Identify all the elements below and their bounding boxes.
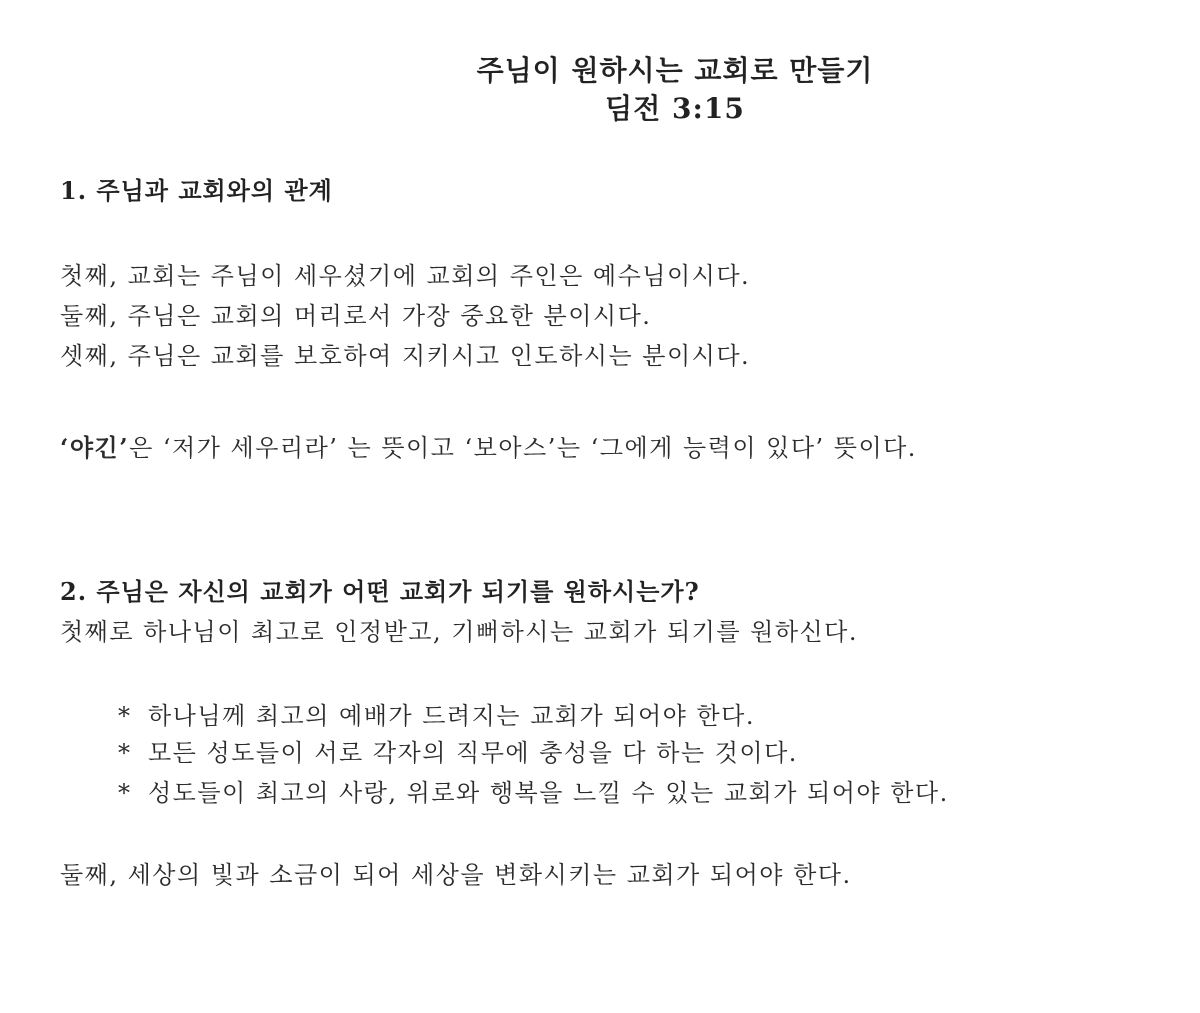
section-2-heading: 2. 주님은 자신의 교회가 어떤 교회가 되기를 원하시는가?: [60, 577, 700, 606]
section-1-heading: 1. 주님과 교회와의 관계: [60, 176, 333, 205]
section-1-line-3: 셋째, 주님은 교회를 보호하여 지키시고 인도하시는 분이시다.: [60, 342, 751, 370]
section-1-line-2: 둘째, 주님은 교회의 머리로서 가장 중요한 분이시다.: [60, 302, 652, 330]
bullet-item-2: [118, 738, 798, 768]
bullet-item-1: [118, 701, 755, 731]
section-2-intro: 첫째로 하나님이 최고로 인정받고, 기뻐하시는 교회가 되기를 원하신다.: [60, 618, 858, 646]
bullet-text: 성도들이 최고의 사랑, 위로와 행복을 느낄 수 있는 교회가 되어야 한다.: [148, 779, 949, 807]
bullet-marker: *: [118, 779, 132, 807]
bullet-marker: *: [118, 702, 132, 730]
bullet-item-3: [118, 778, 949, 808]
bullet-text: 모든 성도들이 서로 각자의 직무에 충성을 다 하는 것이다.: [148, 739, 798, 767]
bullet-marker: *: [118, 739, 132, 767]
note-text: 은 ‘저가 세우리라’ 는 뜻이고 ‘보아스’는 ‘그에게 능력이 있다’ 뜻이다.: [129, 434, 917, 462]
document-title: 주님이 원하시는 교회로 만들기: [476, 54, 874, 87]
section-2-closing: 둘째, 세상의 빛과 소금이 되어 세상을 변화시키는 교회가 되어야 한다.: [60, 861, 852, 889]
scripture-reference: 딤전 3:15: [605, 92, 745, 125]
note-term-jachin: ‘야긴’: [60, 433, 130, 462]
section-1-note: [60, 433, 917, 463]
section-1-line-1: 첫째, 교회는 주님이 세우셨기에 교회의 주인은 예수님이시다.: [60, 262, 751, 290]
bullet-text: 하나님께 최고의 예배가 드려지는 교회가 되어야 한다.: [148, 702, 755, 730]
title-block: [0, 52, 1200, 128]
